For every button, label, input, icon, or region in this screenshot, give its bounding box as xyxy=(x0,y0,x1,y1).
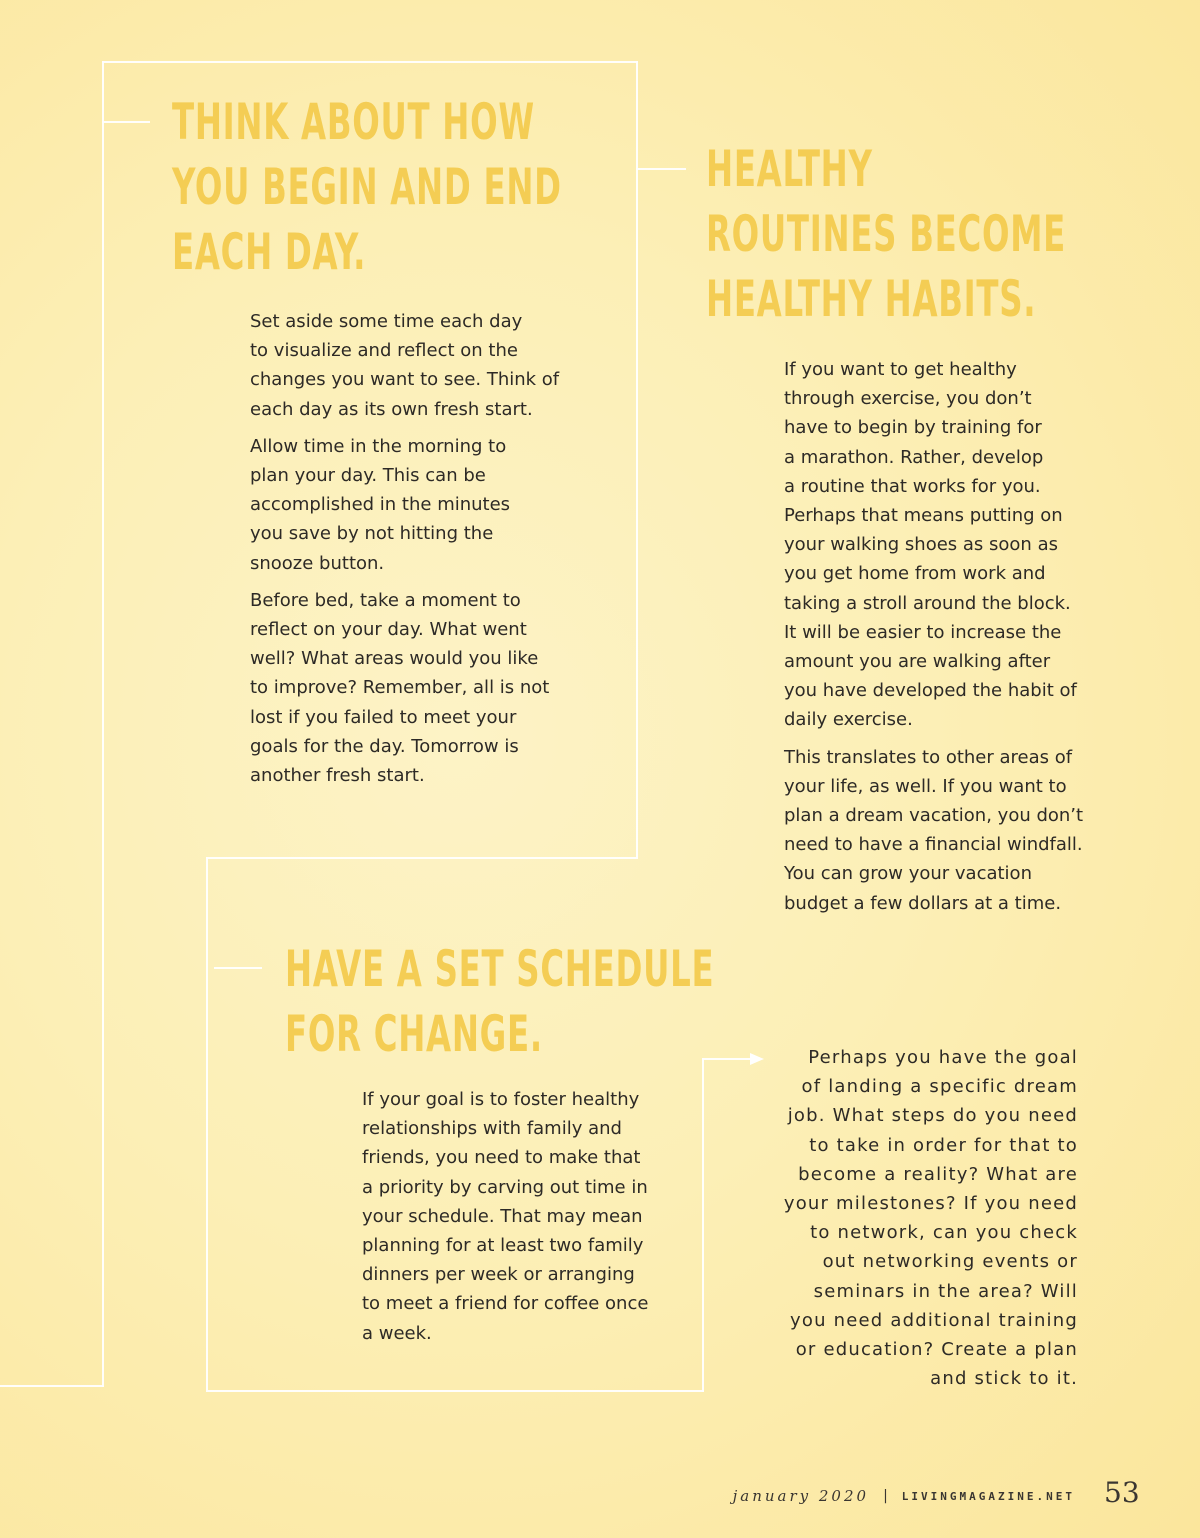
paragraph: Allow time in the morning to plan your day. This can be accomplished in the minutes you save by not hitting the snooze button. xyxy=(250,435,511,574)
frame-line xyxy=(214,967,262,969)
frame-line xyxy=(206,857,208,1390)
frame-line xyxy=(636,61,638,858)
page-number: 53 xyxy=(1104,1476,1140,1509)
website-link[interactable]: LIVINGMAGAZINE.NET xyxy=(901,1489,1075,1503)
frame-line xyxy=(206,857,638,859)
frame-line xyxy=(702,1058,704,1392)
section-heading-healthy-habits: HEALTHY ROUTINES BECOME HEALTHY HABITS. xyxy=(706,140,1067,328)
paragraph: If you want to get healthy through exercise, you don’t have to begin by training for a marathon. Rather, develop a routine that works for you. Perhaps that means putting on your walking shoes as soon as you get home from work and taking a stroll around the block. It will be easier to increase the amount you are walking after you have developed the habit of daily exercise. xyxy=(784,359,1077,731)
frame-line xyxy=(102,61,638,63)
paragraph: This translates to other areas of your life, as well. If you want to plan a dream vacation, you don’t need to have a financial windfall. You can grow your vacation budget a few dollars at a time. xyxy=(784,746,1084,914)
frame-line xyxy=(102,121,150,123)
frame-line xyxy=(206,1390,704,1392)
paragraph: If your goal is to foster healthy relationships with family and friends, you need to make that a priority by carving out time in your schedule. That may mean planning for at least two family dinners per week or arranging to meet a friend for coffee once a week. xyxy=(362,1089,649,1344)
frame-line xyxy=(636,168,686,170)
frame-line xyxy=(102,61,104,1387)
section-body-healthy-habits xyxy=(784,355,1094,926)
footer-separator: | xyxy=(883,1488,888,1504)
frame-line xyxy=(0,1385,104,1387)
page-footer xyxy=(733,1486,1075,1506)
issue-date: january 2020 xyxy=(732,1487,870,1505)
section-heading-set-schedule: HAVE A SET SCHEDULE FOR CHANGE. xyxy=(285,940,715,1063)
paragraph: Set aside some time each day to visualize and reflect on the changes you want to see. Think of each day as its own fresh start. xyxy=(250,311,560,420)
paragraph: Before bed, take a moment to reflect on your day. What went well? What areas would you like to improve? Remember, all is not lost if you failed to meet your goals for the day. Tomorrow is another fresh start. xyxy=(250,589,550,787)
section-body-begin-end-day xyxy=(250,307,590,798)
section-body-set-schedule xyxy=(362,1085,682,1356)
section-body-dream-job: Perhaps you have the goal of landing a specific dream job. What steps do you need to take in order for that to become a reality? What are your milestones? If you need to network, can you check out networking events or seminars in the area? Will you need additional training or education? Create a plan and stick to it. xyxy=(783,1047,1078,1390)
section-heading-begin-end-day: THINK ABOUT HOW YOU BEGIN AND END EACH DAY. xyxy=(172,93,562,281)
